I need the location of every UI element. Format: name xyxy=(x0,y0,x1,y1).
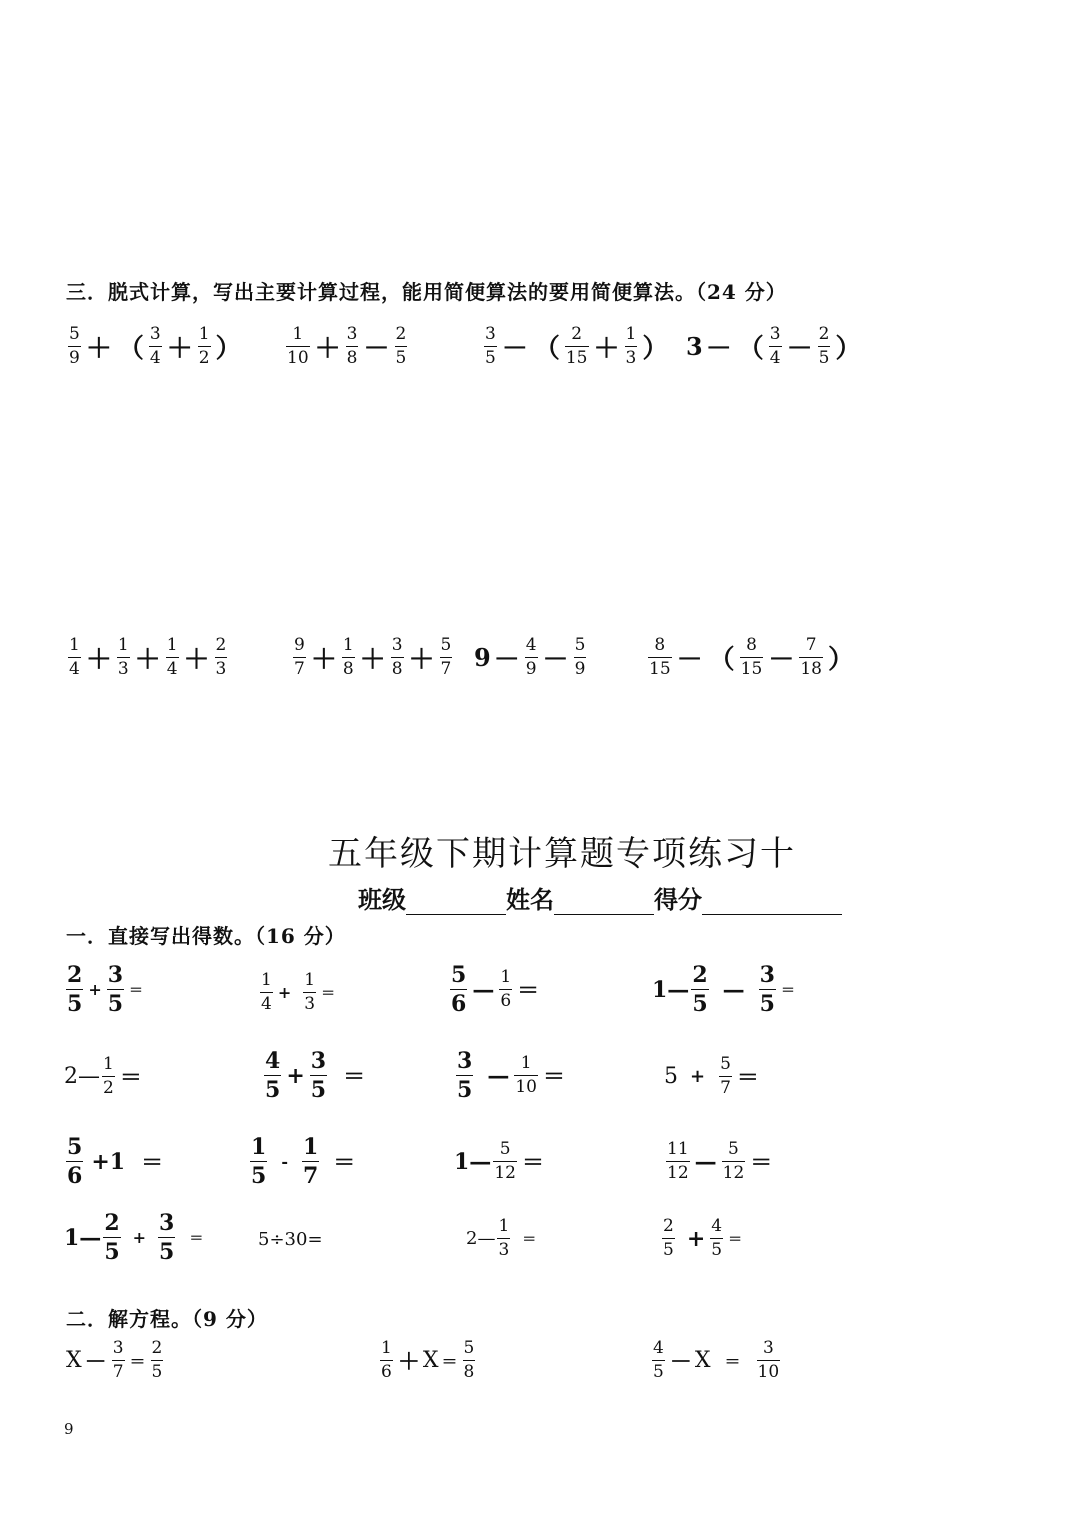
numerator: 8 xyxy=(654,635,666,655)
name-blank xyxy=(554,890,654,915)
operator: － xyxy=(493,645,520,675)
name-label: 姓名 xyxy=(506,885,554,914)
equals: ＝ xyxy=(129,1352,146,1371)
problem-7 xyxy=(474,637,588,678)
question-2 xyxy=(258,972,338,1013)
equation-2 xyxy=(378,1340,477,1381)
denominator: 5 xyxy=(653,1362,664,1382)
fraction xyxy=(440,637,453,678)
paren: （ xyxy=(708,645,735,675)
question-15 xyxy=(466,1218,539,1259)
fraction xyxy=(302,1136,319,1187)
numerator: 3 xyxy=(759,962,775,988)
fraction xyxy=(719,1056,732,1097)
whole-number: 1— xyxy=(652,976,690,1003)
problem-6 xyxy=(291,637,454,678)
denominator: 8 xyxy=(391,659,403,679)
fraction xyxy=(662,1218,675,1259)
fraction xyxy=(112,1340,125,1381)
denominator: 7 xyxy=(294,659,305,679)
score-label: 得分 xyxy=(654,885,702,914)
denominator: 8 xyxy=(346,348,358,368)
numerator: 2 xyxy=(818,324,830,344)
operator: ＋ xyxy=(134,645,161,675)
section1-heading: 一．直接写出得数。（16 分） xyxy=(66,924,346,948)
denominator: 4 xyxy=(149,348,161,368)
problem-4 xyxy=(686,326,864,367)
fraction xyxy=(574,637,587,678)
denominator: 5 xyxy=(251,1163,267,1189)
fraction xyxy=(740,637,764,678)
fraction xyxy=(166,637,179,678)
equals: ＝ xyxy=(728,1231,743,1248)
numerator: 3 xyxy=(159,1210,175,1236)
fraction xyxy=(565,326,589,367)
question-16 xyxy=(660,1218,745,1259)
question-4 xyxy=(652,964,798,1015)
numerator: 2 xyxy=(571,324,583,344)
numerator: 1 xyxy=(251,1134,267,1160)
operator: — xyxy=(694,1148,717,1175)
denominator: 5 xyxy=(818,348,830,368)
question-5 xyxy=(64,1056,145,1097)
numerator: 3 xyxy=(457,1048,473,1074)
question-8 xyxy=(664,1056,762,1097)
numerator: 3 xyxy=(762,1338,774,1358)
fraction xyxy=(710,1218,723,1259)
numerator: 1 xyxy=(117,635,129,655)
fraction xyxy=(514,1055,538,1096)
paren: （ xyxy=(737,334,764,364)
operator: － xyxy=(768,645,795,675)
operator: - xyxy=(281,1152,288,1171)
denominator: 5 xyxy=(67,991,83,1017)
denominator: 6 xyxy=(500,991,512,1011)
numerator: 5 xyxy=(720,1054,731,1074)
denominator: 8 xyxy=(342,659,354,679)
numerator: 7 xyxy=(805,635,817,655)
denominator: 5 xyxy=(711,1240,723,1260)
denominator: 10 xyxy=(515,1077,537,1097)
whole-number: 1— xyxy=(454,1148,492,1175)
fraction xyxy=(395,326,408,367)
numerator: 4 xyxy=(265,1048,281,1074)
operator: — xyxy=(472,976,495,1003)
fraction xyxy=(342,637,355,678)
numerator: 1 xyxy=(198,324,210,344)
numerator: 5 xyxy=(574,635,586,655)
section2-heading: 二．解方程。（9 分） xyxy=(66,1307,268,1331)
numerator: 3 xyxy=(149,324,161,344)
question-3 xyxy=(448,964,542,1015)
operator: ＋ xyxy=(408,645,435,675)
fraction xyxy=(450,964,467,1015)
denominator: 15 xyxy=(740,659,763,679)
denominator: 5 xyxy=(265,1077,281,1103)
fraction xyxy=(757,1340,781,1381)
denominator: 7 xyxy=(302,1163,319,1189)
plus-one: +1 xyxy=(91,1148,126,1175)
numerator: 3 xyxy=(310,1048,327,1074)
question-10 xyxy=(248,1136,358,1187)
denominator: 2 xyxy=(198,348,210,368)
equals: ＝ xyxy=(780,982,795,999)
question-1 xyxy=(64,964,146,1015)
numerator: 8 xyxy=(746,635,757,655)
whole-number: 3 xyxy=(686,332,703,361)
denominator: 7 xyxy=(440,659,452,679)
numerator: 3 xyxy=(346,324,358,344)
fraction xyxy=(463,1340,476,1381)
numerator: 1 xyxy=(500,967,512,987)
numerator: 2 xyxy=(104,1210,120,1236)
fraction xyxy=(149,326,162,367)
equation-3 xyxy=(650,1340,782,1381)
equals: ＝ xyxy=(129,982,144,999)
denominator: 5 xyxy=(759,991,775,1017)
denominator: 6 xyxy=(381,1362,392,1382)
fraction xyxy=(484,326,497,367)
operator: + xyxy=(286,1062,305,1089)
operator: — xyxy=(722,976,745,1003)
question-12 xyxy=(664,1141,775,1182)
denominator: 3 xyxy=(117,659,129,679)
operator: － xyxy=(786,334,813,364)
denominator: 9 xyxy=(574,659,586,679)
operator: + xyxy=(132,1228,147,1247)
numerator: 1 xyxy=(261,970,272,990)
fraction xyxy=(66,1136,83,1187)
equals: ＝ xyxy=(333,1150,356,1176)
denominator: 3 xyxy=(498,1240,510,1260)
denominator: 5 xyxy=(159,1239,175,1265)
fraction xyxy=(818,326,831,367)
fraction xyxy=(759,964,776,1015)
fraction xyxy=(456,1050,473,1101)
numerator: 4 xyxy=(653,1338,664,1358)
equals: ＝ xyxy=(441,1352,458,1371)
operator: + xyxy=(690,1066,706,1087)
paren: ） xyxy=(215,334,242,364)
equals: ＝ xyxy=(119,1065,142,1091)
numerator: 3 xyxy=(107,962,124,988)
denominator: 3 xyxy=(304,994,316,1014)
numerator: 5 xyxy=(69,324,80,344)
question-13 xyxy=(64,1212,206,1263)
paren: （ xyxy=(117,334,144,364)
operator: ＋ xyxy=(85,334,112,364)
numerator: 4 xyxy=(711,1216,723,1236)
question-11 xyxy=(454,1141,547,1182)
paren: （ xyxy=(533,334,560,364)
question-9 xyxy=(64,1136,166,1187)
denominator: 5 xyxy=(485,348,496,368)
operator: － xyxy=(84,1349,107,1375)
operator: － xyxy=(676,645,703,675)
operator: ＋ xyxy=(85,645,112,675)
operator: － xyxy=(669,1349,692,1375)
denominator: 18 xyxy=(800,659,822,679)
fraction xyxy=(102,1056,115,1097)
fraction xyxy=(250,1136,267,1187)
numerator: 5 xyxy=(463,1338,475,1358)
numerator: 3 xyxy=(112,1338,124,1358)
denominator: 12 xyxy=(722,1163,745,1183)
fraction xyxy=(499,969,512,1010)
operator: － xyxy=(363,334,390,364)
fraction xyxy=(151,1340,164,1381)
operator: － xyxy=(705,334,732,364)
operator: ＋ xyxy=(593,334,620,364)
fraction xyxy=(769,326,782,367)
question-7 xyxy=(454,1050,568,1101)
denominator: 9 xyxy=(69,348,80,368)
fraction xyxy=(799,637,823,678)
equals: ＝ xyxy=(724,1352,741,1371)
equals: ＝ xyxy=(521,1150,544,1176)
denominator: 5 xyxy=(692,991,708,1017)
numerator: 9 xyxy=(294,635,305,655)
fraction xyxy=(198,326,211,367)
variable-x: X xyxy=(694,1348,711,1373)
fraction xyxy=(117,637,130,678)
numerator: 3 xyxy=(485,324,496,344)
equals: ＝ xyxy=(736,1065,759,1091)
fraction xyxy=(666,1141,690,1182)
fraction xyxy=(103,1212,120,1263)
fraction xyxy=(525,637,538,678)
operator: ＋ xyxy=(183,645,210,675)
equals: ＝ xyxy=(321,985,336,1002)
fraction xyxy=(215,637,228,678)
numerator: 1 xyxy=(69,635,80,655)
denominator: 2 xyxy=(103,1078,114,1098)
denominator: 6 xyxy=(67,1163,83,1189)
equals: ＝ xyxy=(750,1150,773,1176)
denominator: 5 xyxy=(310,1077,327,1103)
whole-number: 1— xyxy=(64,1224,102,1251)
denominator: 9 xyxy=(525,659,537,679)
question-6 xyxy=(262,1050,368,1101)
class-label: 班级 xyxy=(358,885,406,914)
fraction xyxy=(346,326,359,367)
fraction xyxy=(158,1212,175,1263)
whole-number: 5 xyxy=(664,1064,678,1089)
denominator: 4 xyxy=(769,348,781,368)
equals: ＝ xyxy=(517,978,540,1004)
operator: ＋ xyxy=(359,645,386,675)
problem-3 xyxy=(482,326,671,367)
numerator: 5 xyxy=(440,635,452,655)
numerator: 1 xyxy=(302,1134,319,1160)
numerator: 1 xyxy=(520,1053,532,1073)
operator: ＋ xyxy=(314,334,341,364)
fraction xyxy=(68,326,81,367)
numerator: 1 xyxy=(625,324,637,344)
variable-x: X xyxy=(66,1348,82,1373)
numerator: 2 xyxy=(151,1338,163,1358)
denominator: 5 xyxy=(107,991,124,1017)
section3-heading: 三．脱式计算，写出主要计算过程，能用简便算法的要用简便算法。（24 分） xyxy=(66,280,787,304)
denominator: 7 xyxy=(112,1362,124,1382)
fraction xyxy=(380,1340,393,1381)
numerator: 1 xyxy=(304,970,316,990)
denominator: 4 xyxy=(69,659,80,679)
equals: ＝ xyxy=(343,1064,366,1090)
problem-2 xyxy=(284,326,409,367)
numerator: 1 xyxy=(498,1216,510,1236)
denominator: 5 xyxy=(395,348,407,368)
fraction xyxy=(497,1218,510,1259)
fraction xyxy=(303,972,316,1013)
denominator: 10 xyxy=(287,348,309,368)
denominator: 3 xyxy=(625,348,637,368)
page-number: 9 xyxy=(64,1420,74,1438)
numerator: 3 xyxy=(391,635,403,655)
operator: － xyxy=(542,645,569,675)
fraction xyxy=(722,1141,746,1182)
paren: ） xyxy=(835,334,862,364)
numerator: 5 xyxy=(451,962,467,988)
denominator: 12 xyxy=(494,1163,516,1183)
equals: ＝ xyxy=(542,1064,565,1090)
fraction xyxy=(68,637,81,678)
fraction xyxy=(260,972,273,1013)
denominator: 10 xyxy=(757,1362,780,1382)
denominator: 5 xyxy=(457,1077,473,1103)
denominator: 5 xyxy=(104,1239,120,1265)
operator: ＋ xyxy=(166,334,193,364)
whole-number: 9 xyxy=(474,643,491,672)
fraction xyxy=(286,326,310,367)
paren: ） xyxy=(827,645,854,675)
denominator: 12 xyxy=(667,1163,689,1183)
operator: + xyxy=(686,1225,706,1252)
denominator: 5 xyxy=(151,1362,163,1382)
equals: ＝ xyxy=(522,1231,537,1248)
variable-x: X xyxy=(422,1348,439,1373)
denominator: 7 xyxy=(720,1078,731,1098)
numerator: 1 xyxy=(381,1338,392,1358)
worksheet-title: 五年级下期计算题专项练习十 xyxy=(328,834,796,874)
whole-number: 2— xyxy=(64,1064,100,1089)
fraction xyxy=(391,637,404,678)
numerator: 11 xyxy=(667,1139,689,1159)
numerator: 2 xyxy=(663,1216,674,1236)
fraction xyxy=(691,964,708,1015)
problem-1 xyxy=(66,326,245,367)
equals: ＝ xyxy=(189,1230,204,1247)
denominator: 4 xyxy=(261,994,272,1014)
equation-1 xyxy=(66,1340,165,1381)
denominator: 15 xyxy=(565,348,588,368)
operator: ＋ xyxy=(397,1349,420,1375)
score-blank xyxy=(702,890,842,915)
problem-8 xyxy=(646,637,857,678)
paren: ） xyxy=(642,334,669,364)
whole-number: 2— xyxy=(466,1228,496,1249)
fraction xyxy=(264,1050,281,1101)
numerator: 1 xyxy=(166,635,178,655)
denominator: 4 xyxy=(166,659,178,679)
numerator: 2 xyxy=(395,324,407,344)
numerator: 5 xyxy=(728,1139,739,1159)
numerator: 2 xyxy=(67,962,83,988)
numerator: 4 xyxy=(525,635,537,655)
fraction xyxy=(310,1050,327,1101)
operator: + xyxy=(88,980,102,999)
numerator: 1 xyxy=(342,635,354,655)
fraction xyxy=(493,1141,517,1182)
question-14: 5÷30= xyxy=(258,1229,323,1250)
operator: ＋ xyxy=(310,645,337,675)
denominator: 15 xyxy=(649,659,671,679)
equals: ＝ xyxy=(141,1150,164,1176)
denominator: 8 xyxy=(463,1362,475,1382)
fraction xyxy=(66,964,83,1015)
operator: + xyxy=(277,983,292,1002)
operator: — xyxy=(487,1062,510,1089)
fraction xyxy=(625,326,638,367)
fraction xyxy=(293,637,306,678)
problem-5 xyxy=(66,637,229,678)
numerator: 2 xyxy=(215,635,227,655)
fraction xyxy=(648,637,672,678)
denominator: 3 xyxy=(215,659,227,679)
numerator: 2 xyxy=(692,962,708,988)
denominator: 5 xyxy=(663,1240,674,1260)
numerator: 3 xyxy=(769,324,781,344)
numerator: 5 xyxy=(67,1134,83,1160)
class-blank xyxy=(406,890,506,915)
student-info-line xyxy=(358,880,842,915)
numerator: 1 xyxy=(292,324,304,344)
fraction xyxy=(652,1340,665,1381)
numerator: 5 xyxy=(499,1139,511,1159)
operator: － xyxy=(501,334,528,364)
fraction xyxy=(107,964,124,1015)
denominator: 6 xyxy=(451,991,467,1017)
numerator: 1 xyxy=(103,1054,114,1074)
